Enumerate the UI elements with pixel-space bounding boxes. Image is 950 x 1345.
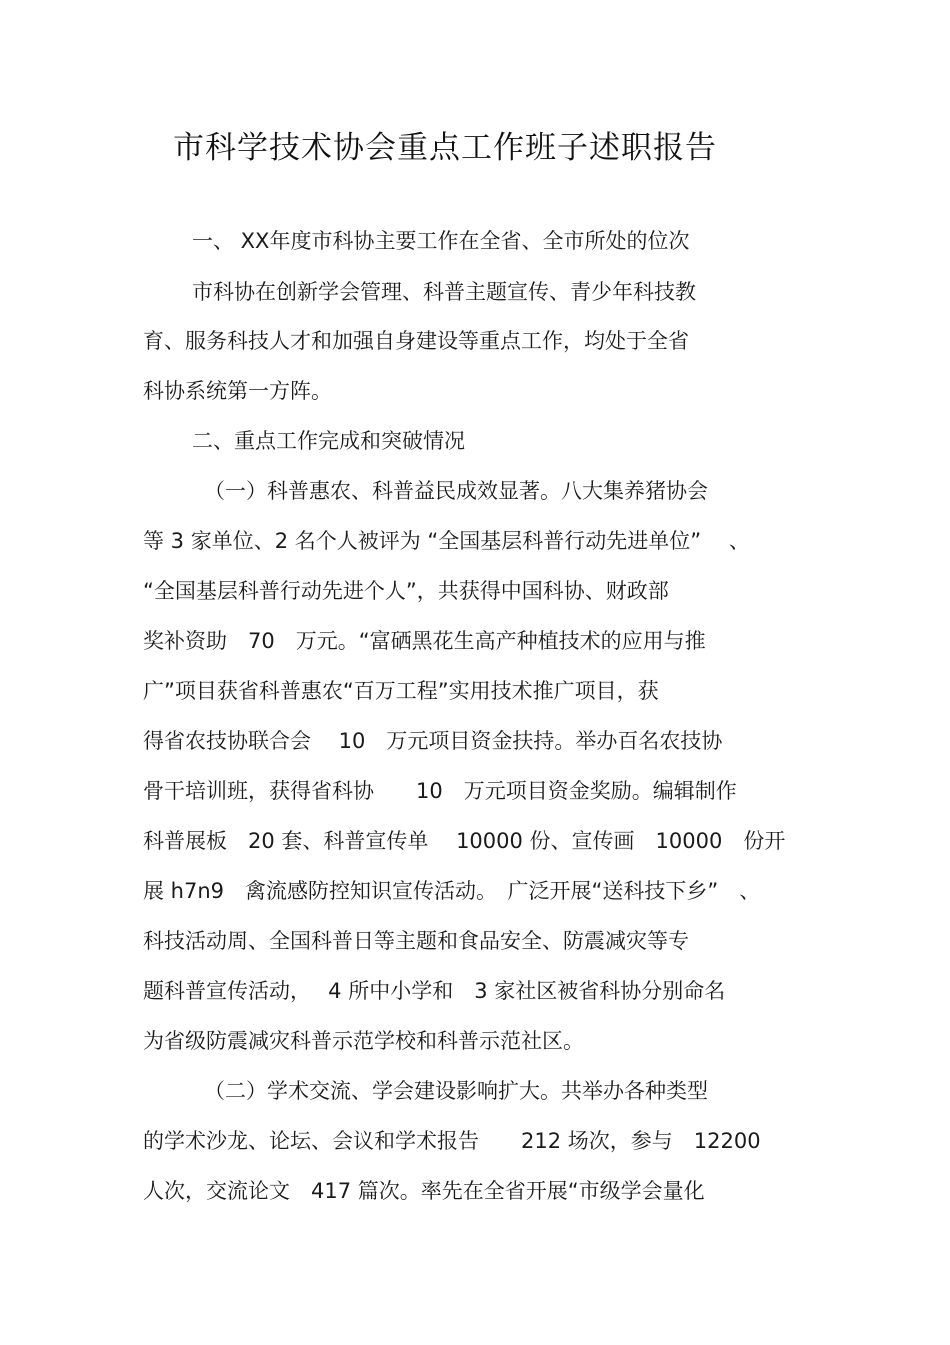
paragraph-line: 展 h7n9 禽流感防控知识宣传活动。 广泛开展“送科技下乡” 、 bbox=[143, 879, 761, 903]
paragraph-line: 育、服务科技人才和加强自身建设等重点工作，均处于全省 bbox=[143, 329, 689, 353]
paragraph-line: “全国基层科普行动先进个人”，共获得中国科协、财政部 bbox=[143, 579, 669, 603]
paragraph-line: 得省农技协联合会 10 万元项目资金扶持。举办百名农技协 bbox=[143, 729, 723, 753]
paragraph-line: 广”项目获省科普惠农“百万工程”实用技术推广项目，获 bbox=[143, 679, 659, 703]
paragraph-line: 骨干培训班，获得省科协 10 万元项目资金奖励。编辑制作 bbox=[143, 779, 737, 803]
section-heading-2: 二、重点工作完成和突破情况 bbox=[192, 429, 465, 453]
paragraph-line: 为省级防震减灾科普示范学校和科普示范社区。 bbox=[143, 1029, 584, 1053]
section-heading-1: 一、 XX年度市科协主要工作在全省、全市所处的位次 bbox=[192, 229, 690, 253]
paragraph-line: 科技活动周、全国科普日等主题和食品安全、防震减灾等专 bbox=[143, 929, 689, 953]
paragraph-line: 市科协在创新学会管理、科普主题宣传、青少年科技教 bbox=[192, 280, 696, 304]
paragraph-line: 题科普宣传活动， 4 所中小学和 3 家社区被省科协分别命名 bbox=[143, 979, 726, 1003]
document-title: 市科学技术协会重点工作班子述职报告 bbox=[173, 130, 717, 166]
paragraph-line: 人次，交流论文 417 篇次。率先在全省开展“市级学会量化 bbox=[143, 1179, 705, 1203]
paragraph-line: 的学术沙龙、论坛、会议和学术报告 212 场次，参与 12200 bbox=[143, 1129, 761, 1153]
paragraph-line: 科普展板 20 套、科普宣传单 10000 份、宣传画 10000 份开 bbox=[143, 829, 786, 853]
paragraph-line: 等 3 家单位、2 名个人被评为 “全国基层科普行动先进单位” 、 bbox=[143, 529, 750, 553]
paragraph-line: （二）学术交流、学会建设影响扩大。共举办各种类型 bbox=[204, 1079, 708, 1103]
paragraph-line: 科协系统第一方阵。 bbox=[143, 379, 332, 403]
paragraph-line: （一）科普惠农、科普益民成效显著。八大集养猪协会 bbox=[204, 479, 708, 503]
paragraph-line: 奖补资助 70 万元。“富硒黑花生高产种植技术的应用与推 bbox=[143, 629, 706, 653]
